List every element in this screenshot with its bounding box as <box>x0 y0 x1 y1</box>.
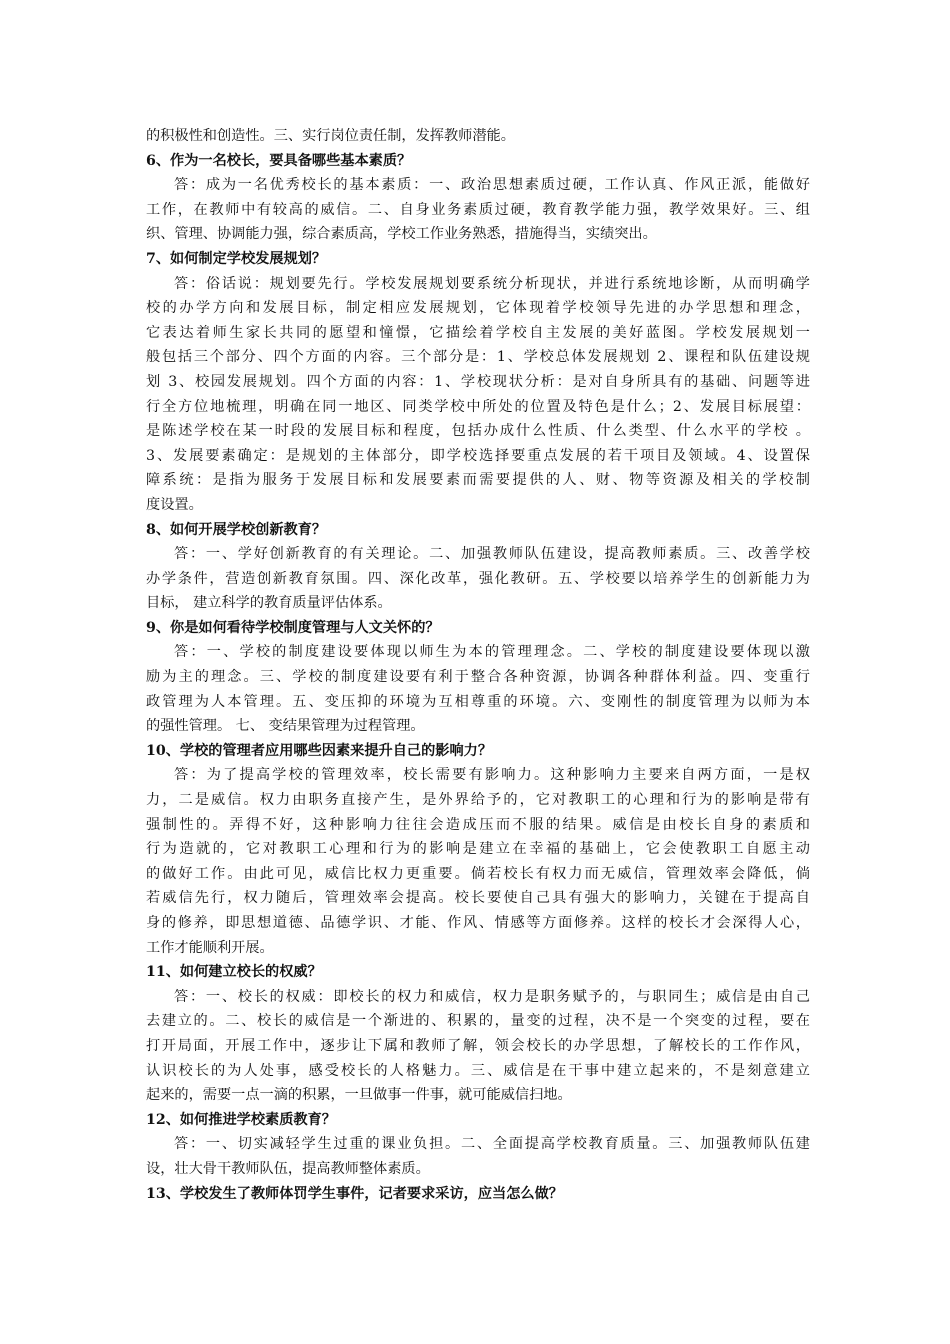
answer-line: 身的修养，即思想道德、品德学识、才能、作风、情感等方面修养。这样的校长才会深得人心， <box>146 915 810 931</box>
question-heading: 13、学校发生了教师体罚学生事件，记者要求采访，应当怎么做？ <box>146 1185 563 1202</box>
answer-line: 强制性的。弄得不好，这种影响力往往会造成压而不服的结果。威信是由校长自身的素质和 <box>146 816 810 833</box>
answer-line: 3、发展要素确定：是规划的主体部分，即学校选择要重点发展的若干项目及领域。4、设置保 <box>146 447 810 464</box>
answer-line: 它表达着师生家长共同的愿望和憧憬，它描绘着学校自主发展的美好蓝图。学校发展规划一 <box>146 324 810 341</box>
answer-line: 答：成为一名优秀校长的基本素质：一、政治思想素质过硬，工作认真、作风正派，能做好 <box>174 177 810 194</box>
question-heading: 11、如何建立校长的权威？ <box>146 964 322 981</box>
document-page <box>146 124 810 1206</box>
answer-line: 校的办学方向和发展目标，制定相应发展规划，它体现着学校领导先进的办学思想和理念， <box>146 300 810 317</box>
question-heading: 12、如何推进学校素质教育？ <box>146 1111 336 1128</box>
answer-line: 织、管理、协调能力强，综合素质高，学校工作业务熟悉，措施得当，实绩突出。 <box>146 226 657 243</box>
question-heading: 8、如何开展学校创新教育？ <box>146 521 327 538</box>
answer-line: 答：一、学好创新教育的有关理论。二、加强教师队伍建设，提高教师素质。三、改善学校 <box>174 546 810 563</box>
answer-line: 政管理为人本管理。五、变压抑的环境为互相尊重的环境。六、变刚性的制度管理为以师为本 <box>146 693 810 710</box>
answer-line: 目标， 建立科学的教育质量评估体系。 <box>146 595 392 612</box>
answer-line: 去建立的。二、校长的威信是一个渐进的、积累的，量变的过程，决不是一个突变的过程，要在 <box>146 1013 810 1030</box>
answer-line: 的做好工作。由此可见，威信比权力更重要。倘若校长有权力而无威信，管理效率会降低，倘 <box>146 865 810 882</box>
answer-line: 障系统：是指为服务于发展目标和发展要素而需要提供的人、财、物等资源及相关的学校制 <box>146 472 810 489</box>
answer-line: 工作，在教师中有较高的威信。二、自身业务素质过硬，教育教学能力强，教学效果好。三、组 <box>146 201 810 218</box>
answer-line: 打开局面，开展工作中，逐步让下属和教师了解，领会校长的办学思想，了解校长的工作作风， <box>146 1037 810 1054</box>
answer-line: 设，壮大骨干教师队伍，提高教师整体素质。 <box>146 1160 430 1177</box>
answer-line: 行为造就的，它对教职工心理和行为的影响是建立在幸福的基础上，它会使教职工自愿主动 <box>146 841 810 858</box>
answer-line: 答：一、校长的权威：即校长的权力和威信，权力是职务赋予的，与职同生；威信是由自己 <box>174 988 810 1005</box>
answer-line: 划 3、校园发展规划。四个方面的内容：1、学校现状分析：是对自身所具有的基础、问题等进 <box>146 373 810 390</box>
answer-line: 办学条件，营造创新教育氛围。四、深化改革，强化教研。五、学校要以培养学生的创新能力为 <box>146 570 810 587</box>
answer-line: 是陈述学校在某一时段的发展目标和程度，包括办成什么性质、什么类型、什么水平的学校 。 <box>146 423 810 440</box>
answer-line: 般包括三个部分、四个方面的内容。三个部分是：1、学校总体发展规划 2、课程和队伍建设规 <box>146 349 810 366</box>
answer-line: 答：一、学校的制度建设要体现以师生为本的管理理念。二、学校的制度建设要体现以激 <box>174 644 810 661</box>
answer-line: 励为主的理念。三、学校的制度建设要有利于整合各种资源，协调各种群体利益。四、变重行 <box>146 669 810 686</box>
question-heading: 9、你是如何看待学校制度管理与人文关怀的？ <box>146 619 440 636</box>
answer-line: 工作才能顺利开展。 <box>146 939 274 956</box>
answer-line: 度设置。 <box>146 496 203 513</box>
answer-line: 起来的，需要一点一滴的积累，一旦做事一件事，就可能威信扫地。 <box>146 1087 572 1104</box>
question-heading: 7、如何制定学校发展规划？ <box>146 250 327 267</box>
answer-line: 的强性管理。 七、 变结果管理为过程管理。 <box>146 718 425 735</box>
answer-line: 答：俗话说：规划要先行。学校发展规划要系统分析现状，并进行系统地诊断，从而明确学 <box>174 275 810 292</box>
continuation-line: 的积极性和创造性。三、实行岗位责任制，发挥教师潜能。 <box>146 128 515 144</box>
answer-line: 认识校长的为人处事，感受校长的人格魅力。三、威信是在干事中建立起来的，不是刻意建立 <box>146 1062 810 1079</box>
answer-line: 若威信先行，权力随后，管理效率会提高。校长要使自己具有强大的影响力，关键在于提高自 <box>146 890 810 907</box>
question-heading: 10、学校的管理者应用哪些因素来提升自己的影响力？ <box>146 742 493 759</box>
answer-line: 力，二是威信。权力由职务直接产生，是外界给予的，它对教职工的心理和行为的影响是带有 <box>146 792 810 809</box>
answer-line: 行全方位地梳理，明确在同一地区、同类学校中所处的位置及特色是什么；2、发展目标展望： <box>146 398 810 415</box>
question-heading: 6、作为一名校长，要具备哪些基本素质？ <box>146 152 412 169</box>
answer-line: 答：为了提高学校的管理效率，校长需要有影响力。这种影响力主要来自两方面，一是权 <box>174 767 810 784</box>
answer-line: 答：一、切实减轻学生过重的课业负担。二、全面提高学校教育质量。三、加强教师队伍建 <box>174 1136 810 1153</box>
